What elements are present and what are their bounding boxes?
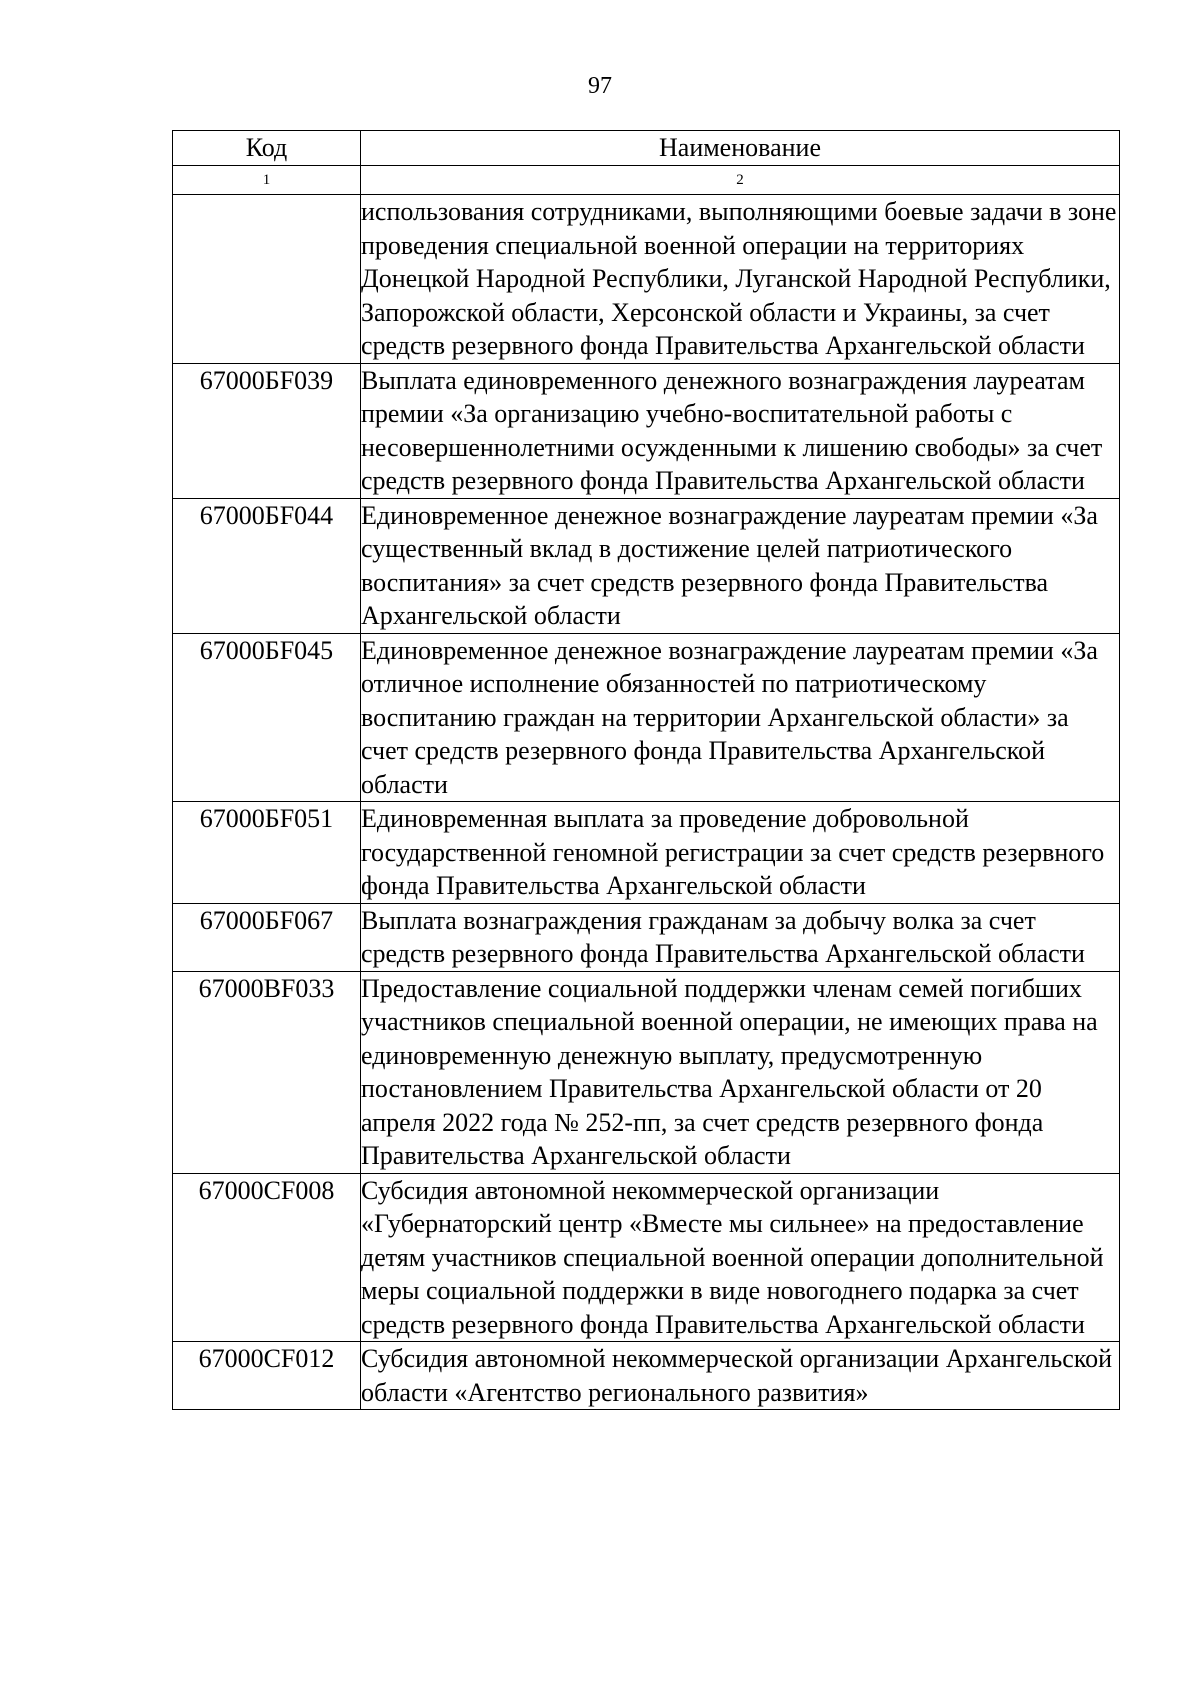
row-code: 67000БF045 [173,633,361,802]
row-name: Выплата вознаграждения гражданам за добычу волка за счет средств резервного фонда Правительства Архангельской области [361,903,1120,971]
row-code: 67000БF039 [173,363,361,498]
row-name: Единовременное денежное вознаграждение лауреатам премии «За отличное исполнение обязанностей по патриотическому воспитанию граждан на территории Архангельской области» за счет средств резервного фонда Правительства Архангельской области [361,633,1120,802]
row-code: 67000ВF033 [173,971,361,1173]
row-code [173,195,361,364]
table-row [173,363,1120,498]
table-column-number-row [173,166,1120,195]
row-name: Субсидия автономной некоммерческой организации «Губернаторский центр «Вместе мы сильнее» на предоставление детям участников специальной военной операции дополнительной меры социальной поддержки в виде новогоднего подарка за счет средств резервного фонда Правительства Архангельской области [361,1173,1120,1342]
header-number-code: 1 [173,166,361,195]
page-number: 97 [588,73,612,99]
row-code: 67000БF044 [173,498,361,633]
table-row [173,195,1120,364]
table-header-row [173,131,1120,166]
row-name: Субсидия автономной некоммерческой организации Архангельской области «Агентство регионального развития» [361,1342,1120,1410]
table-row [173,802,1120,904]
table-row [173,498,1120,633]
budget-code-table [172,130,1120,1410]
table-row [173,971,1120,1173]
table-row [173,633,1120,802]
header-name: Наименование [361,131,1120,166]
row-name: Единовременная выплата за проведение добровольной государственной геномной регистрации за счет средств резервного фонда Правительства Архангельской области [361,802,1120,904]
row-name: Единовременное денежное вознаграждение лауреатам премии «За существенный вклад в достижение целей патриотического воспитания» за счет средств резервного фонда Правительства Архангельской области [361,498,1120,633]
table-row [173,1173,1120,1342]
table-row [173,903,1120,971]
header-number-name: 2 [361,166,1120,195]
row-code: 67000СF012 [173,1342,361,1410]
row-code: 67000СF008 [173,1173,361,1342]
row-name: использования сотрудниками, выполняющими боевые задачи в зоне проведения специальной военной операции на территориях Донецкой Народной Республики, Луганской Народной Республики, Запорожской области, Херсонской области и Украины, за счет средств резервного фонда Правительства Архангельской области [361,195,1120,364]
table-row [173,1342,1120,1410]
row-code: 67000БF067 [173,903,361,971]
row-name: Выплата единовременного денежного вознаграждения лауреатам премии «За организацию учебно-воспитательной работы с несовершеннолетними осужденными к лишению свободы» за счет средств резервного фонда Правительства Архангельской области [361,363,1120,498]
header-code: Код [173,131,361,166]
row-code: 67000БF051 [173,802,361,904]
row-name: Предоставление социальной поддержки членам семей погибших участников специальной военной операции, не имеющих права на единовременную денежную выплату, предусмотренную постановлением Правительства Архангельской области от 20 апреля 2022 года № 252-пп, за счет средств резервного фонда Правительства Архангельской области [361,971,1120,1173]
